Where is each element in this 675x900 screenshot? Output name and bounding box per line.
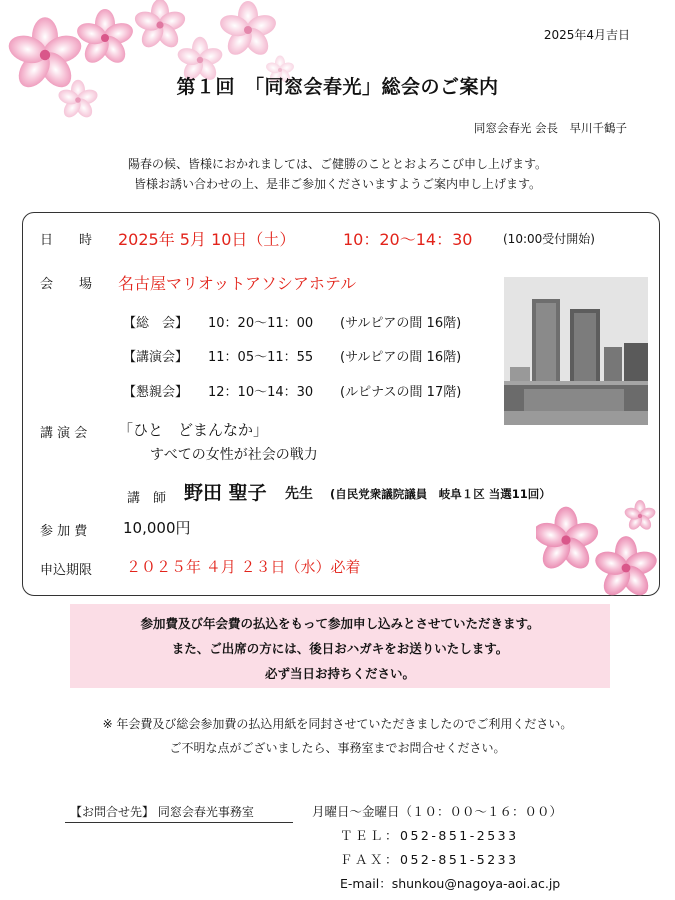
footnote-line: ※ 年会費及び総会参加費の払込用紙を同封させていただきましたのでご利用ください。 [102,717,573,731]
lecturer-suffix: 先生 [285,486,313,502]
session-time: 12：10〜14：30 [208,385,314,400]
contact-fax: ＦＡＸ：052-851-5233 [340,852,519,867]
lecturer-label: 講 師 [127,491,167,506]
cherry-blossom-decoration-top [0,0,300,130]
cherry-blossom-icon [623,500,657,532]
session-time: 11：05〜11：55 [208,350,314,365]
sender: 同窓会春光 会長 早川千鶴子 [473,121,627,135]
notice-line: 参加費及び年会費の払込をもって参加申し込みとさせていただきます。 [140,616,540,631]
fee-value: 10,000円 [123,519,191,537]
lecture-label: 講 演 会 [40,426,88,441]
contact-tel: ＴＥＬ：052-851-2533 [340,828,519,843]
event-date: 2025年 5月 10日（土） [118,230,296,249]
page-title: 第１回 「同窓会春光」総会のご案内 [176,76,499,98]
session-place: (ルピナスの間 17階) [340,385,462,400]
contact-divider [65,822,293,823]
datetime-row [40,229,92,248]
session-name: 【総 会】 [123,316,189,331]
session-name: 【講演会】 [123,350,189,365]
notice-line: また、ご出席の方には、後日おハガキをお送りいたします。 [171,641,509,656]
lecture-subtitle: すべての女性が社会の戦力 [150,447,318,463]
cherry-blossom-icon [592,536,659,600]
cherry-blossom-icon [132,0,187,51]
greeting-line: 皆様お誘い合わせの上、是非ご参加くださいますようご案内申し上げます。 [133,177,542,191]
session-time: 10：20〜11：00 [208,316,314,331]
lecture-title: 「ひと どまんなか」 [118,421,269,439]
session-place: (サルピアの間 16階) [340,316,462,331]
contact-email[interactable]: E-mail：shunkou@nagoya-aoi.ac.jp [340,876,561,891]
notice-line: 必ず当日お持ちください。 [264,666,415,681]
cherry-blossom-icon [74,9,135,67]
footnote-line: ご不明な点がございましたら、事務室までお問合せください。 [169,741,506,755]
deadline-label: 申込期限 [40,563,93,578]
hotel-photo [504,277,648,425]
greeting-line: 陽春の候、皆様におかれましては、ご健勝のこととおよろこび申し上げます。 [127,157,548,171]
fee-label: 参 加 費 [40,524,88,539]
venue-label: 会 場 [40,277,93,292]
contact-hours: 月曜日〜金曜日（１０：００〜１６：００） [312,804,563,819]
session-name: 【懇親会】 [123,385,189,400]
issue-date: 2025年4月吉日 [543,28,630,42]
cherry-blossom-icon [217,1,278,59]
venue-name: 名古屋マリオットアソシアホテル [118,274,357,293]
session-place: (サルピアの間 16階) [340,350,462,365]
reception-note: (10:00受付開始) [503,232,595,246]
datetime-label: 日 時 [40,233,93,248]
lecturer-note: (自民党衆議院議員 岐阜１区 当選11回） [330,487,551,501]
deadline-value: ２０２５年 ４月 ２３日（水）必着 [126,558,361,576]
cherry-blossom-decoration-bottom [536,500,660,610]
event-time: 10：20〜14：30 [343,230,473,249]
cherry-blossom-icon [536,507,601,574]
lecturer-name: 野田 聖子 [184,482,267,504]
contact-label: 【お問合せ先】 同窓会春光事務室 [70,805,254,819]
